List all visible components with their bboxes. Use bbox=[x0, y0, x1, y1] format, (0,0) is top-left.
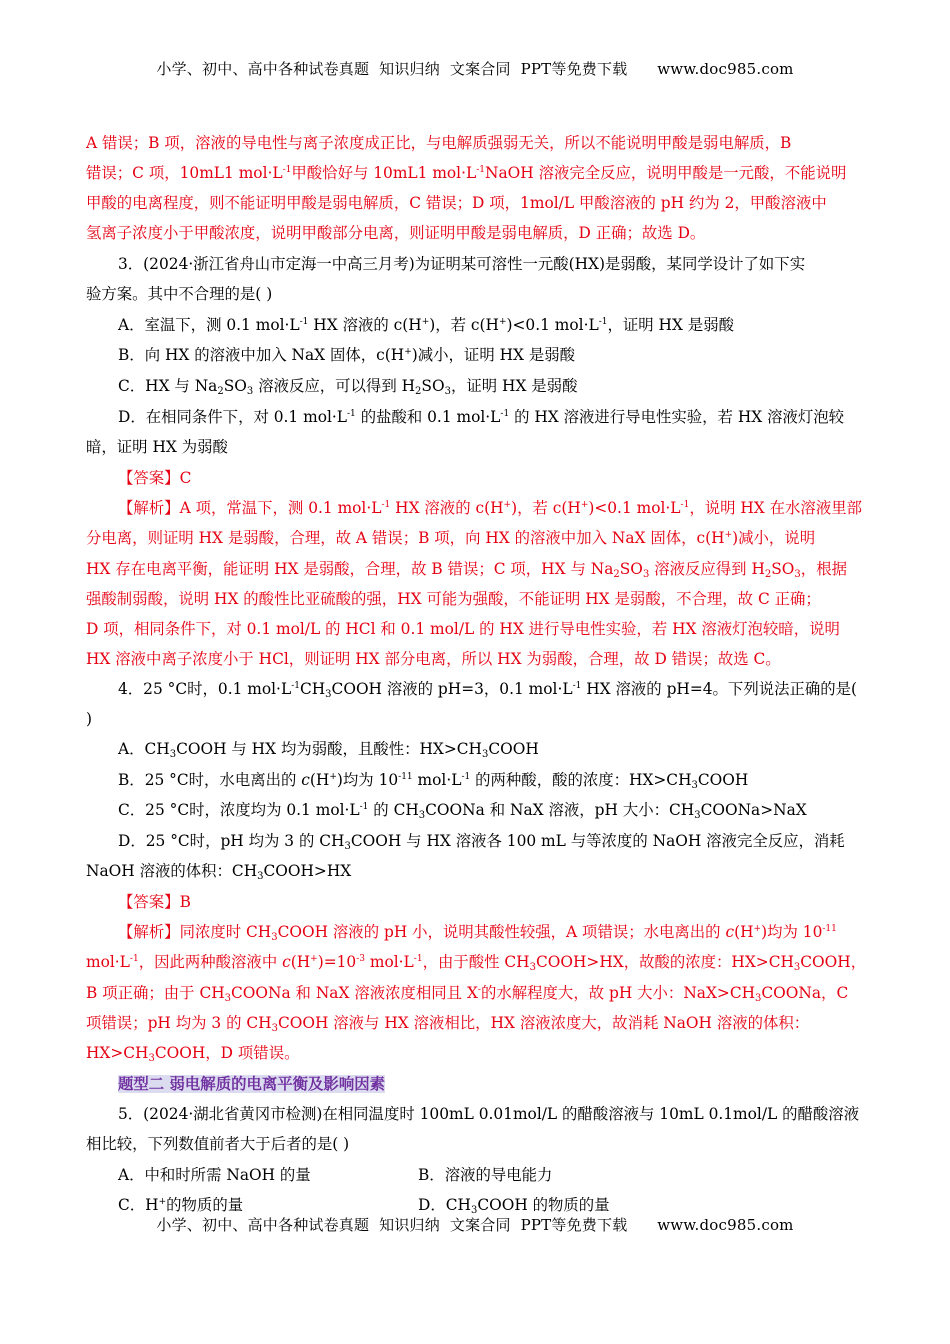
q3-explanation-line-2: 分电离，则证明 HX 是弱酸，合理，故 A 错误；B 项，向 HX 的溶液中加入 NaX 固体，c(H+)减小，说明 bbox=[86, 529, 816, 547]
q4-explanation-line-1: 【解析】同浓度时 $CH_3COOH$ 溶液的 pH 小，说明其酸性较强，A 项错误；水电离出的 c(H+)均为 $10^{-11}$ bbox=[118, 923, 837, 943]
q2-explanation-line-4: 氢离子浓度小于甲酸浓度，说明甲酸部分电离，则证明甲酸是弱电解质，D 正确；故选 D。 bbox=[86, 224, 706, 242]
q4-explanation-line-3: B 项正确；由于 $CH_3COONa$ 和 NaX 溶液浓度相同且 X-的水解程度大，故 pH 大小：$NaX>CH_3COONa$，C bbox=[86, 984, 849, 1004]
q3-option-d-line-1: D．在相同条件下，对 0.1 $mol\cdot L^{-1}$ 的盐酸和 0.1 $mol\cdot L^{-1}$ 的 HX 溶液进行导电性实验，若 HX 溶液灯泡较 bbox=[118, 408, 845, 426]
q4-explanation-line-5: $HX>CH_3COOH$，D 项错误。 bbox=[86, 1044, 300, 1064]
q3-option-a: A．室温下，测 0.1 $mol\cdot L^{-1}$ HX 溶液的 c(H+)，若 c(H+)<0.1 $mol\cdot L^{-1}$，证明 HX 是弱酸 bbox=[118, 316, 734, 334]
q4-explanation-line-4: 项错误；pH 均为 3 的 $CH_3COOH$ 溶液与 HX 溶液相比，HX 溶液浓度大，故消耗 NaOH 溶液的体积： bbox=[86, 1014, 810, 1034]
q3-option-b: B．向 HX 的溶液中加入 NaX 固体，c(H+)减小，证明 HX 是弱酸 bbox=[118, 346, 576, 364]
q3-stem-line-2: 验方案。其中不合理的是( ) bbox=[86, 285, 273, 303]
q3-option-c: C．HX 与 $Na_2SO_3$ 溶液反应，可以得到 $H_2SO_3$，证明 HX 是弱酸 bbox=[118, 377, 578, 397]
q3-option-d-line-2: 暗，证明 HX 为弱酸 bbox=[86, 438, 228, 456]
q5-stem-line-2: 相比较，下列数值前者大于后者的是( ) bbox=[86, 1135, 350, 1153]
q4-option-c: C．25 °C时，浓度均为 0.1 $mol\cdot L^{-1}$ 的 $CH_3COONa$ 和 NaX 溶液，pH 大小：$CH_3COONa>NaX$ bbox=[118, 801, 807, 821]
q4-answer: 【答案】B bbox=[118, 893, 191, 911]
q5-stem-line-1: 5．(2024·湖北省黄冈市检测)在相同温度时 100mL 0.01mol/L 的醋酸溶液与 10mL 0.1mol/L 的醋酸溶液 bbox=[118, 1105, 860, 1123]
q4-option-b: B．25 °C时，水电离出的 c(H+)均为 $10^{-11}$ $mol\cdot L^{-1}$ 的两种酸，酸的浓度：$HX>CH_3COOH$ bbox=[118, 771, 749, 791]
q4-explanation-line-2: $mol\cdot L^{-1}$，因此两种酸溶液中 $c(H^+)=10^{-3}$ $mol\cdot L^{-1}$，由于酸性 $CH_3COOH>HX$，故酸的浓度：$HX>CH_3COOH$， bbox=[86, 953, 867, 973]
page-header: 小学、初中、高中各种试卷真题 知识归纳 文案合同 PPT等免费下载 www.doc985.com bbox=[156, 60, 794, 78]
q5-option-d: D．$CH_3COOH$ 的物质的量 bbox=[418, 1196, 610, 1216]
q3-stem-line-1: 3．(2024·浙江省舟山市定海一中高三月考)为证明某可溶性一元酸(HX)是弱酸，某同学设计了如下实 bbox=[118, 255, 806, 273]
q3-explanation-line-6: HX 溶液中离子浓度小于 HCl，则证明 HX 部分电离，所以 HX 为弱酸，合理，故 D 错误；故选 C。 bbox=[86, 650, 781, 668]
q5-option-a: A．中和时所需 NaOH 的量 bbox=[118, 1166, 311, 1184]
q2-explanation-line-3: 甲酸的电离程度，则不能证明甲酸是弱电解质，C 错误；D 项，1mol/L 甲酸溶液的 pH 约为 2，甲酸溶液中 bbox=[86, 194, 827, 212]
section-heading: 题型二 弱电解质的电离平衡及影响因素 bbox=[118, 1075, 385, 1093]
q3-explanation-line-5: D 项，相同条件下，对 0.1 mol/L 的 HCl 和 0.1 mol/L 的 HX 进行导电性实验，若 HX 溶液灯泡较暗，说明 bbox=[86, 620, 840, 638]
q4-option-d-line-1: D．25 °C时，pH 均为 3 的 $CH_3COOH$ 与 HX 溶液各 100 mL 与等浓度的 NaOH 溶液完全反应，消耗 bbox=[118, 832, 845, 852]
q3-explanation-line-3: HX 存在电离平衡，能证明 HX 是弱酸，合理，故 B 错误；C 项，HX 与 $Na_2SO_3$ 溶液反应得到 $H_2SO_3$，根据 bbox=[86, 560, 847, 580]
q5-option-c: C．H+的物质的量 bbox=[118, 1196, 244, 1214]
q2-explanation-line-2: 错误；C 项，10mL1 $mol\cdot L^{-1}$甲酸恰好与 10mL1 $mol\cdot L^{-1}NaOH$ 溶液完全反应，说明甲酸是一元酸，不能说明 bbox=[86, 164, 847, 182]
q4-stem-line-1: 4．25 °C时，0.1 $mol\cdot L^{-1}CH_3COOH$ 溶液的 pH=3，0.1 $mol\cdot L^{-1}$ HX 溶液的 pH=4。下列说法正确的是( bbox=[118, 680, 858, 700]
q4-option-a: A．$CH_3COOH$ 与 HX 均为弱酸，且酸性：$HX>CH_3COOH$ bbox=[118, 740, 539, 760]
page-footer: 小学、初中、高中各种试卷真题 知识归纳 文案合同 PPT等免费下载 www.doc985.com bbox=[156, 1216, 794, 1234]
q5-option-b: B．溶液的导电能力 bbox=[418, 1166, 553, 1184]
q3-explanation-line-1: 【解析】A 项，常温下，测 0.1 $mol\cdot L^{-1}$ HX 溶液的 c(H+)，若 c(H+)<0.1 $mol\cdot L^{-1}$，说明 HX 在水溶液里部 bbox=[118, 499, 862, 517]
q3-explanation-line-4: 强酸制弱酸，说明 HX 的酸性比亚硫酸的强，HX 可能为强酸，不能证明 HX 是弱酸，不合理，故 C 正确； bbox=[86, 590, 821, 608]
q3-answer: 【答案】C bbox=[118, 469, 192, 487]
q2-explanation-line-1: A 错误；B 项，溶液的导电性与离子浓度成正比，与电解质强弱无关，所以不能说明甲酸是弱电解质，B bbox=[86, 134, 792, 152]
q4-option-d-line-2: NaOH 溶液的体积：$CH_3COOH>HX$ bbox=[86, 862, 352, 882]
q4-stem-line-2: ) bbox=[86, 710, 93, 728]
